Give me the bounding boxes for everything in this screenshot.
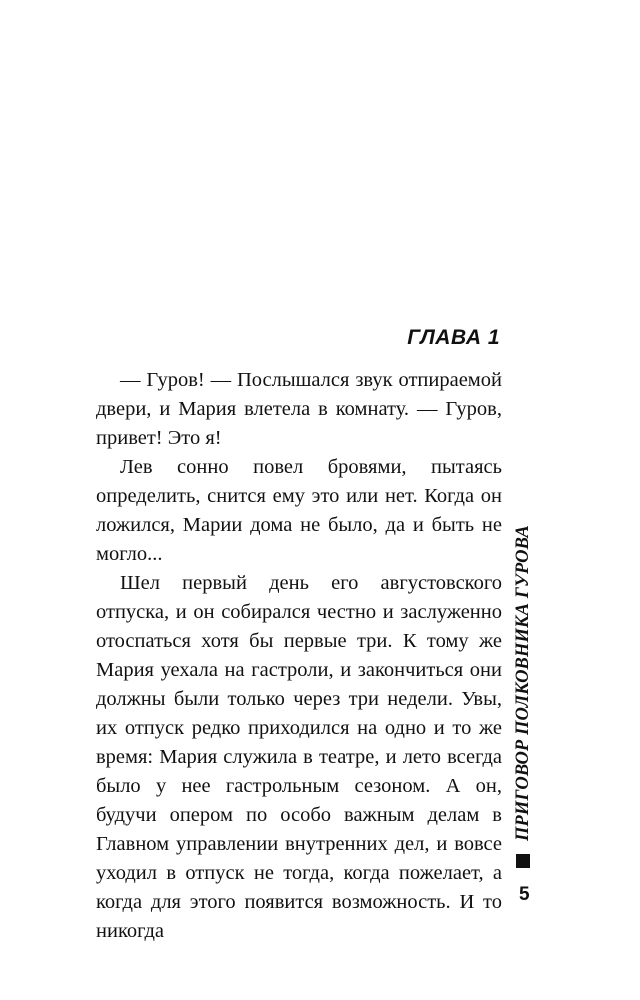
paragraph: Шел первый день его августовского отпуска, и он собирался честно и заслуженно отоспаться хотя бы первые три. К тому же Мария уехала на гастроли, и закончиться они должны были только через три недели. Увы, их отпуск редко приходился на одно и то же время: Мария служила в театре, и лето всегда было у нее гастрольным сезоном. А он, будучи опером по особо важным делам в Главном управлении внутренних дел, и вовсе уходил в отпуск не тогда, когда пожелает, а когда для этого появится возможность. И то никогда [96,572,502,942]
paragraph: — Гуров! — Послышался звук отпираемой двери, и Мария влетела в комнату. — Гуров, привет! Это я! [96,369,502,449]
running-title [508,525,538,868]
body-text [96,366,502,946]
square-marker-icon [516,854,530,868]
paragraph: Лев сонно повел бровями, пытаясь определить, снится ему это или нет. Когда он ложился, Марии дома не было, да и быть не могло... [96,456,502,565]
running-title-text: ПРИГОВОР ПОЛКОВНИКА ГУРОВА [513,525,533,841]
page-number: 5 [519,884,530,905]
chapter-heading: ГЛАВА 1 [407,326,500,349]
